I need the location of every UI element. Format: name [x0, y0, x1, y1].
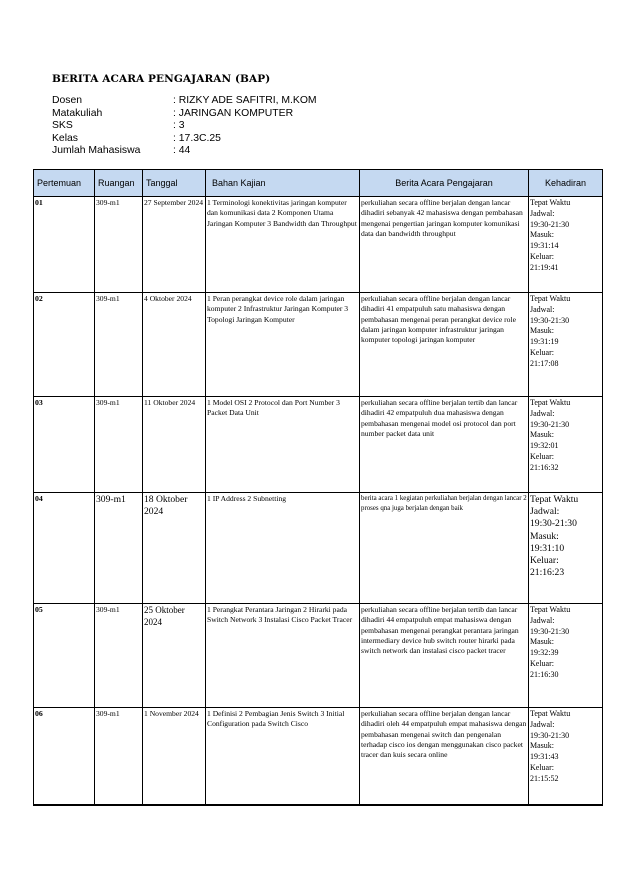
header-kehadiran: Kehadiran [529, 170, 603, 197]
cell-pertemuan: 02 [34, 293, 95, 397]
cell-berita-acara: perkuliahan secara offline berjalan dengan lancar dihadiri oleh 44 empatpuluh empat mahasiswa dengan pembahasan mengenai switch dan pengenalan terhadap cisco ios dengan menggunakan cisco packet tracer dan kuis secara online [360, 708, 529, 805]
check-in-time: 19:32:01 [530, 441, 559, 451]
check-in-label: Masuk: [530, 637, 554, 647]
schedule-label: Jadwal: [530, 304, 555, 314]
cell-tanggal: 11 Oktober 2024 [143, 397, 206, 493]
cell-ruangan: 309-m1 [95, 604, 143, 708]
attendance-status: Tepat Waktu [530, 398, 571, 407]
cell-kehadiran [529, 397, 603, 493]
info-value: : RIZKY ADE SAFITRI, M.KOM [173, 95, 317, 106]
table-row [34, 197, 603, 293]
cell-bahan-kajian: 1 Definisi 2 Pembagian Jenis Switch 3 Initial Configuration pada Switch Cisco [206, 708, 360, 805]
info-sks [52, 120, 317, 133]
table-row [34, 604, 603, 708]
info-label: Dosen [52, 95, 83, 106]
cell-kehadiran [529, 493, 603, 604]
cell-bahan-kajian: 1 Peran perangkat device role dalam jaringan komputer 2 Infrastruktur Jaringan Komputer 3 Topologi Jaringan Komputer [206, 293, 360, 397]
check-out-time: 21:16:23 [530, 567, 565, 579]
info-value: : JARINGAN KOMPUTER [173, 107, 294, 119]
info-matakuliah [52, 108, 317, 121]
schedule-label: Jadwal: [530, 719, 555, 729]
info-dosen [52, 95, 317, 108]
bap-table [33, 169, 603, 806]
cell-kehadiran [529, 708, 603, 805]
cell-bahan-kajian: 1 Model OSI 2 Protocol dan Port Number 3 Packet Data Unit [206, 397, 360, 493]
schedule-label: Jadwal: [530, 208, 555, 218]
check-out-label: Keluar: [530, 762, 554, 772]
check-out-time: 21:16:32 [530, 462, 559, 472]
check-out-time: 21:19:41 [530, 262, 559, 272]
header-pertemuan: Pertemuan [34, 170, 95, 197]
check-out-label: Keluar: [530, 251, 554, 261]
check-in-label: Masuk: [530, 430, 554, 440]
cell-pertemuan: 01 [34, 197, 95, 293]
schedule-label: Jadwal: [530, 615, 555, 625]
schedule-time: 19:30-21:30 [530, 730, 570, 740]
check-in-label: Masuk: [530, 230, 554, 240]
info-label: Matakuliah [52, 107, 103, 119]
info-jumlah-mahasiswa [52, 145, 317, 158]
check-in-time: 19:31:43 [530, 752, 559, 762]
cell-ruangan: 309-m1 [95, 493, 143, 604]
table-row [34, 493, 603, 604]
cell-kehadiran [529, 293, 603, 397]
header-ruangan: Ruangan [95, 170, 143, 197]
check-in-label: Masuk: [530, 530, 559, 542]
cell-pertemuan: 05 [34, 604, 95, 708]
check-out-time: 21:16:30 [530, 669, 559, 679]
header-berita-acara: Berita Acara Pengajaran [360, 170, 529, 197]
cell-berita-acara: perkuliahan secara offline berjalan dengan lancar dihadiri sebanyak 42 mahasiswa dengan pembahasan mengenai pengertian jaringan komputer komunikasi data dan bandwidth throughput [360, 197, 529, 293]
check-out-time: 21:17:08 [530, 358, 559, 368]
attendance-status: Tepat Waktu [530, 294, 571, 303]
cell-berita-acara: perkuliahan secara offline berjalan tertib dan lancar dihadiri 44 empatpuluh empat mahasiswa dengan pembahasan mengenai perangkat perantara jaringan intermediary device hub switch router hirarki pada switch network dan instalasi cisco packet tracer [360, 604, 529, 708]
cell-berita-acara: perkuliahan secara offline berjalan dengan lancar dihadiri 41 empatpuluh satu mahasiswa dengan pembahasan mengenai peran perangkat device role dalam jaringan komputer infrastruktur jaringan komputer topologi jaringan komputer [360, 293, 529, 397]
attendance-status: Tepat Waktu [530, 709, 571, 718]
cell-bahan-kajian: 1 Perangkat Perantara Jaringan 2 Hirarki pada Switch Network 3 Instalasi Cisco Packet Tracer [206, 604, 360, 708]
attendance-status: Tepat Waktu [530, 605, 571, 614]
check-out-label: Keluar: [530, 347, 554, 357]
info-label: SKS [52, 120, 73, 132]
attendance-status: Tepat Waktu [530, 198, 571, 207]
header-bahan-kajian: Bahan Kajian [206, 170, 360, 197]
check-out-time: 21:15:52 [530, 773, 559, 783]
attendance-status: Tepat Waktu [530, 494, 579, 505]
check-out-label: Keluar: [530, 555, 559, 567]
cell-ruangan: 309-m1 [95, 708, 143, 805]
cell-bahan-kajian: 1 IP Address 2 Subnetting [206, 493, 360, 604]
table-row [34, 708, 603, 805]
cell-pertemuan: 04 [34, 493, 95, 604]
cell-ruangan: 309-m1 [95, 197, 143, 293]
cell-berita-acara: berita acara 1 kegiatan perkuliahan berjalan dengan lancar 2 proses qna juga berjalan dengan baik [360, 493, 529, 604]
check-in-label: Masuk: [530, 741, 554, 751]
cell-ruangan: 309-m1 [95, 397, 143, 493]
cell-tanggal: 25 Oktober 2024 [143, 604, 206, 708]
schedule-time: 19:30-21:30 [530, 419, 570, 429]
course-info [52, 95, 317, 158]
check-in-time: 19:31:19 [530, 337, 559, 347]
cell-kehadiran [529, 197, 603, 293]
cell-tanggal: 1 November 2024 [143, 708, 206, 805]
info-value: : 3 [173, 120, 185, 132]
cell-tanggal: 4 Oktober 2024 [143, 293, 206, 397]
schedule-label: Jadwal: [530, 506, 560, 518]
schedule-label: Jadwal: [530, 408, 555, 418]
check-in-time: 19:31:14 [530, 241, 559, 251]
schedule-time: 19:30-21:30 [530, 315, 570, 325]
check-in-label: Masuk: [530, 326, 554, 336]
schedule-time: 19:30-21:30 [530, 626, 570, 636]
header-tanggal: Tanggal [143, 170, 206, 197]
cell-pertemuan: 06 [34, 708, 95, 805]
table-header-row [34, 170, 603, 197]
check-out-label: Keluar: [530, 658, 554, 668]
check-in-time: 19:32:39 [530, 648, 559, 658]
cell-kehadiran [529, 604, 603, 708]
info-kelas [52, 133, 317, 146]
table-row [34, 293, 603, 397]
check-out-label: Keluar: [530, 451, 554, 461]
check-in-time: 19:31:10 [530, 542, 565, 554]
document-title: BERITA ACARA PENGAJARAN (BAP) [52, 73, 271, 85]
info-label: Jumlah Mahasiswa [52, 145, 141, 157]
schedule-time: 19:30-21:30 [530, 518, 577, 530]
cell-berita-acara: perkuliahan secara offline berjalan tertib dan lancar dihadiri 42 empatpuluh dua mahasiswa dengan pembahasan mengenai model osi protocol dan port number packet data unit [360, 397, 529, 493]
info-label: Kelas [52, 132, 78, 144]
info-value: : 17.3C.25 [173, 132, 221, 144]
cell-tanggal: 18 Oktober 2024 [143, 493, 206, 604]
schedule-time: 19:30-21:30 [530, 219, 570, 229]
info-value: : 44 [173, 145, 191, 157]
cell-ruangan: 309-m1 [95, 293, 143, 397]
cell-tanggal: 27 September 2024 [143, 197, 206, 293]
table-row [34, 397, 603, 493]
cell-pertemuan: 03 [34, 397, 95, 493]
cell-bahan-kajian: 1 Terminologi konektivitas jaringan komputer dan komunikasi data 2 Komponen Utama Jaringan Komputer 3 Bandwidth dan Throughput [206, 197, 360, 293]
